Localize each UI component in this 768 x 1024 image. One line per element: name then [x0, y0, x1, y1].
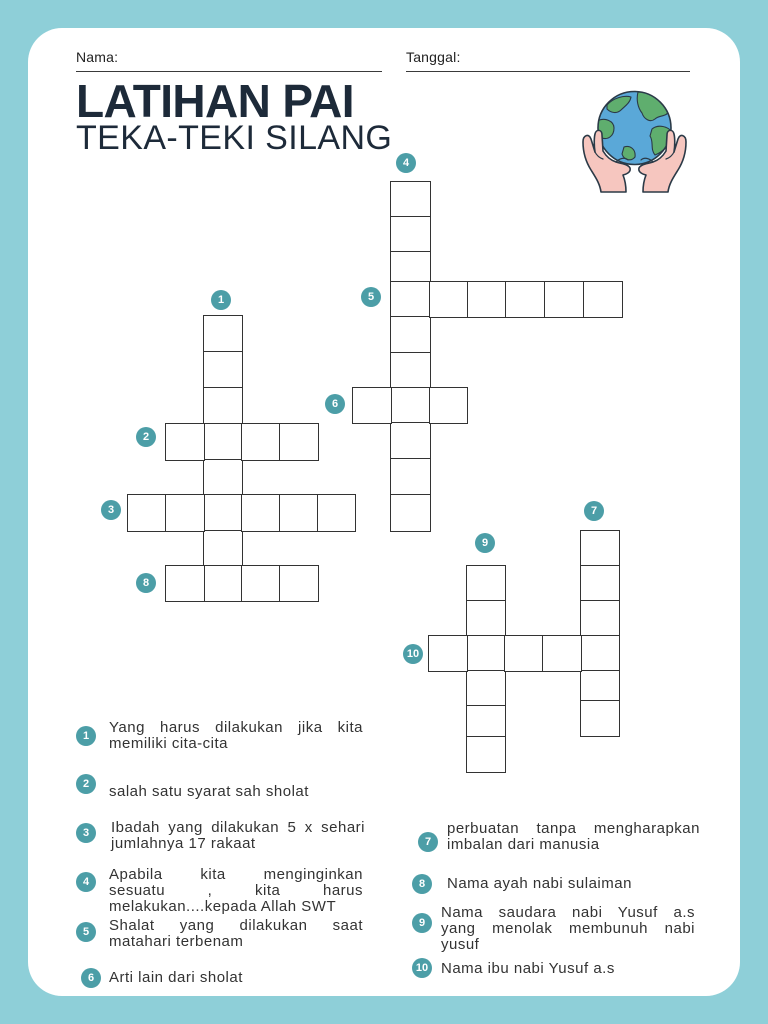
clue-number-badge: 8 [412, 874, 432, 894]
page-subtitle: TEKA-TEKI SILANG [76, 119, 393, 157]
crossword-cell[interactable] [127, 494, 167, 532]
grid-clue-number: 9 [475, 533, 495, 553]
clue-text-line: yusuf [441, 936, 480, 953]
crossword-cell[interactable] [203, 351, 243, 389]
page-title: LATIHAN PAI [76, 75, 354, 127]
crossword-cell[interactable] [390, 316, 431, 354]
clue-text [109, 918, 363, 950]
crossword-cell[interactable] [542, 635, 582, 672]
clue-text-line: sesuatu , kita harus [109, 882, 363, 899]
crossword-cell[interactable] [390, 216, 431, 253]
crossword-cell[interactable] [203, 565, 243, 602]
clue-text [441, 905, 695, 953]
clue-text-line: salah satu syarat sah sholat [109, 783, 309, 800]
crossword-cell[interactable] [165, 565, 205, 602]
clue-text [111, 820, 365, 852]
clue-text-line: Nama ayah nabi sulaiman [447, 875, 632, 892]
grid-clue-number: 10 [403, 644, 423, 664]
crossword-cell[interactable] [279, 565, 319, 602]
crossword-cell[interactable] [203, 387, 243, 425]
crossword-cell[interactable] [580, 565, 620, 602]
crossword-cell[interactable] [390, 458, 431, 496]
grid-clue-number: 8 [136, 573, 156, 593]
clue-text [447, 876, 700, 892]
crossword-cell[interactable] [165, 494, 205, 532]
crossword-cell[interactable] [429, 387, 468, 424]
crossword-cell[interactable] [466, 670, 506, 707]
crossword-cell[interactable] [390, 494, 431, 532]
crossword-cell[interactable] [390, 422, 431, 460]
crossword-cell[interactable] [165, 423, 205, 461]
clue-text-line: matahari terbenam [109, 933, 244, 950]
crossword-cell[interactable] [203, 423, 243, 461]
clue-text [441, 961, 695, 977]
date-label: Tanggal: [406, 49, 461, 65]
name-label: Nama: [76, 49, 119, 65]
crossword-grid [100, 150, 625, 775]
clue-number-badge: 7 [418, 832, 438, 852]
crossword-cell[interactable] [580, 635, 620, 672]
crossword-cell[interactable] [580, 600, 620, 637]
crossword-cell[interactable] [466, 565, 506, 602]
clue-text-line: melakukan....kepada Allah SWT [109, 898, 337, 915]
crossword-cell[interactable] [203, 494, 243, 532]
crossword-cell[interactable] [352, 387, 392, 424]
crossword-cell[interactable] [580, 700, 620, 737]
crossword-cell[interactable] [241, 423, 281, 461]
crossword-cell[interactable] [317, 494, 356, 532]
grid-clue-number: 3 [101, 500, 121, 520]
clue-text-line: Nama ibu nabi Yusuf a.s [441, 960, 615, 977]
clue-number-badge: 3 [76, 823, 96, 843]
name-field[interactable] [76, 48, 382, 72]
clue-text [109, 720, 363, 752]
clue-number-badge: 4 [76, 872, 96, 892]
crossword-cell[interactable] [429, 281, 469, 318]
crossword-cell[interactable] [466, 600, 506, 637]
clue-text [109, 970, 363, 986]
grid-clue-number: 4 [396, 153, 416, 173]
grid-clue-number: 1 [211, 290, 231, 310]
crossword-cell[interactable] [466, 736, 506, 773]
crossword-cell[interactable] [390, 181, 431, 218]
crossword-cell[interactable] [390, 387, 431, 424]
clue-text-line: Yang harus dilakukan jika kita [109, 719, 363, 736]
crossword-cell[interactable] [428, 635, 468, 672]
clue-text-line: Nama saudara nabi Yusuf a.s [441, 904, 695, 921]
grid-clue-number: 5 [361, 287, 381, 307]
grid-clue-number: 6 [325, 394, 345, 414]
crossword-cell[interactable] [203, 530, 243, 567]
crossword-cell[interactable] [203, 459, 243, 496]
clue-text-line: yang menolak membunuh nabi [441, 920, 695, 937]
crossword-cell[interactable] [580, 670, 620, 702]
crossword-cell[interactable] [203, 315, 243, 353]
crossword-cell[interactable] [580, 530, 620, 567]
clue-text-line: Arti lain dari sholat [109, 969, 243, 986]
crossword-cell[interactable] [583, 281, 623, 318]
clue-number-badge: 10 [412, 958, 432, 978]
crossword-cell[interactable] [279, 494, 319, 532]
crossword-cell[interactable] [390, 251, 431, 283]
clue-number-badge: 5 [76, 922, 96, 942]
crossword-cell[interactable] [241, 565, 281, 602]
grid-clue-number: 7 [584, 501, 604, 521]
clue-number-badge: 2 [76, 774, 96, 794]
crossword-cell[interactable] [504, 635, 544, 672]
clue-text [109, 867, 363, 915]
clue-text [109, 784, 363, 800]
date-field[interactable] [406, 48, 690, 72]
clue-text-line: imbalan dari manusia [447, 836, 600, 853]
clue-number-badge: 9 [412, 913, 432, 933]
crossword-cell[interactable] [467, 281, 507, 318]
clue-number-badge: 1 [76, 726, 96, 746]
clue-text-line: memiliki cita-cita [109, 735, 229, 752]
clue-text-line: Ibadah yang dilakukan 5 x sehari [111, 819, 365, 836]
crossword-cell[interactable] [390, 281, 431, 318]
crossword-cell[interactable] [466, 705, 506, 738]
clue-text-line: Shalat yang dilakukan saat [109, 917, 363, 934]
crossword-cell[interactable] [279, 423, 319, 461]
crossword-cell[interactable] [390, 352, 431, 389]
clue-number-badge: 6 [81, 968, 101, 988]
crossword-cell[interactable] [505, 281, 546, 318]
grid-clue-number: 2 [136, 427, 156, 447]
clue-text-line: jumlahnya 17 rakaat [111, 835, 256, 852]
clue-text-line: perbuatan tanpa mengharapkan [447, 820, 700, 837]
crossword-cell[interactable] [544, 281, 585, 318]
clue-text [447, 821, 700, 853]
crossword-cell[interactable] [241, 494, 281, 532]
crossword-cell[interactable] [466, 635, 506, 672]
clue-text-line: Apabila kita menginginkan [109, 866, 363, 883]
